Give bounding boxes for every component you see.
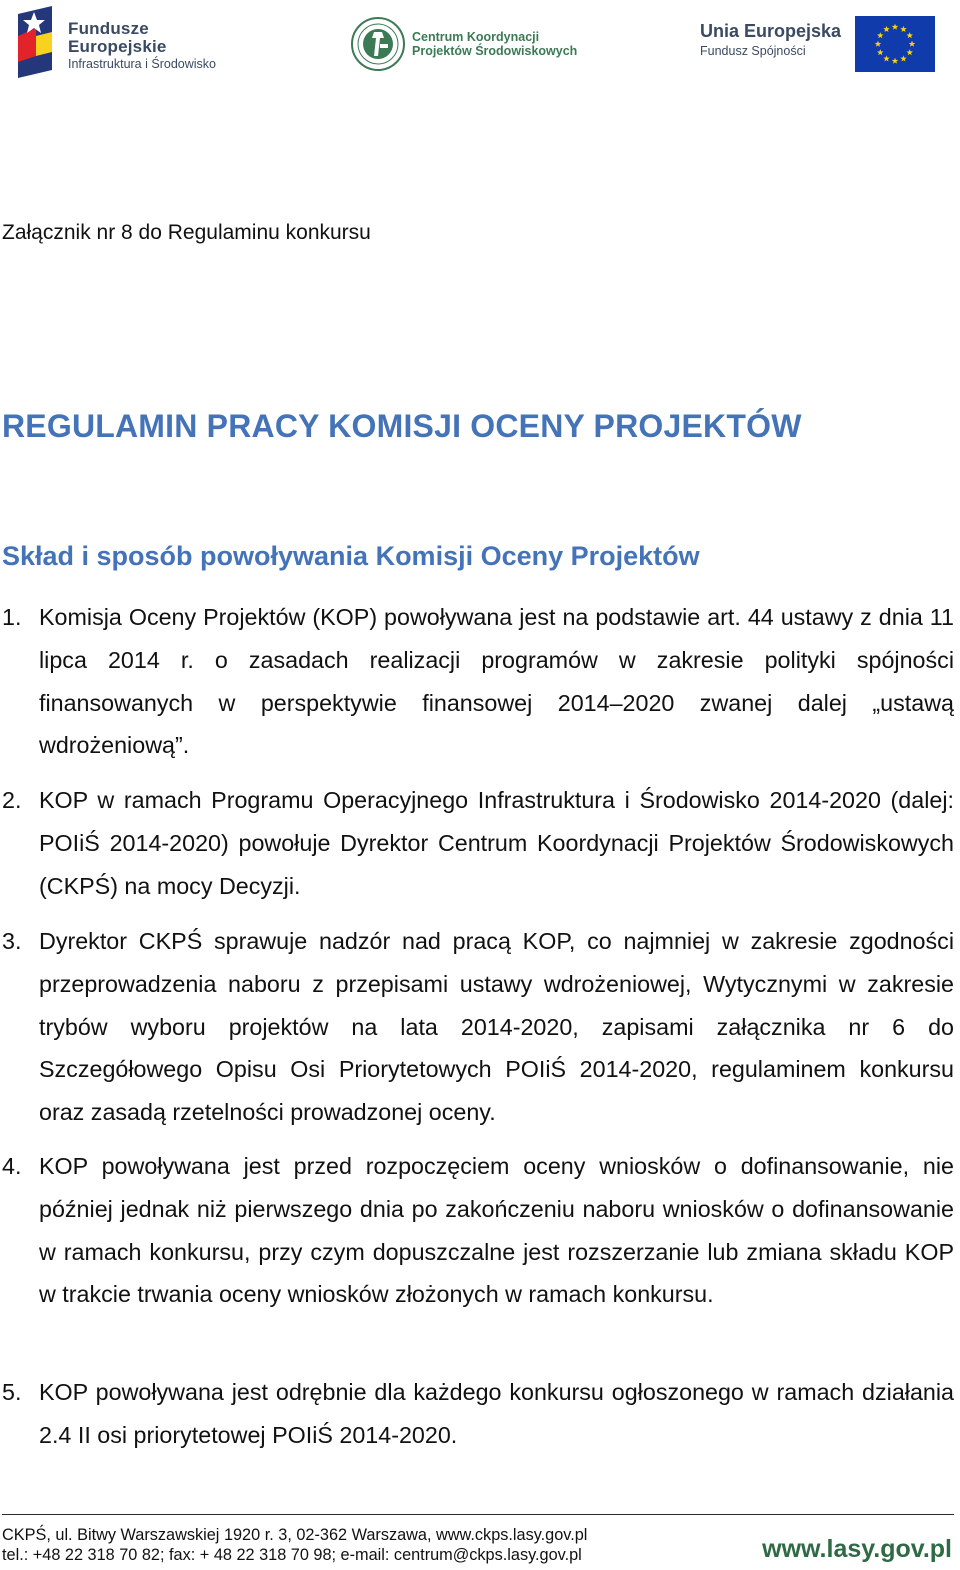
ue-logo-line2: Fundusz Spójności <box>700 43 806 58</box>
ckps-logo <box>350 16 590 72</box>
list-item <box>0 1371 954 1457</box>
footer-address: CKPŚ, ul. Bitwy Warszawskiej 1920 r. 3, 02-362 Warszawa, www.ckps.lasy.gov.pl <box>2 1526 588 1544</box>
footer-divider <box>2 1514 954 1515</box>
document-title: REGULAMIN PRACY KOMISJI OCENY PROJEKTÓW <box>2 408 802 444</box>
list-item-number: 3. <box>2 928 22 954</box>
annex-label: Załącznik nr 8 do Regulaminu konkursu <box>2 221 371 244</box>
list-item-text: KOP powoływana jest odrębnie dla każdego konkursu ogłoszonego w ramach działania 2.4 II osi priorytetowej POIiŚ 2014-2020. <box>39 1379 954 1448</box>
ue-logo-line1: Unia Europejska <box>700 21 842 41</box>
list-item-number: 1. <box>2 604 22 630</box>
lasy-panstwowe-ckps-logo-icon <box>350 16 406 72</box>
fundusze-europejskie-logo-icon <box>14 6 66 78</box>
fundusze-europejskie-logo <box>14 6 224 78</box>
list-item <box>0 920 954 1134</box>
ckps-logo-line1: Centrum Koordynacji <box>412 30 540 44</box>
list-item <box>0 1145 954 1316</box>
header-logo-bar <box>0 0 960 90</box>
list-item-number: 4. <box>2 1153 22 1179</box>
list-item-text: Dyrektor CKPŚ sprawuje nadzór nad pracą KOP, co najmniej w zakresie zgodności przeprowadzenia naboru z przepisami ustawy wdrożeniowej, Wytycznymi w zakresie trybów wyboru projektów na lata 2014-2020, zapisami załącznika nr 6 do Szczegółowego Opisu Osi Priorytetowych POIiŚ 2014-2020, regulaminem konkursu oraz zasadą rzetelności prowadzonej oceny. <box>39 928 954 1126</box>
fundusze-logo-line3: Infrastruktura i Środowisko <box>68 57 216 71</box>
ckps-logo-line2: Projektów Środowiskowych <box>412 44 578 59</box>
footer-contact: tel.: +48 22 318 70 82; fax: + 48 22 318 70 98; e-mail: centrum@ckps.lasy.gov.pl <box>2 1546 582 1564</box>
section-title: Skład i sposób powoływania Komisji Oceny Projektów <box>2 541 700 571</box>
footer-website-link[interactable]: www.lasy.gov.pl <box>762 1535 952 1563</box>
fundusze-logo-line2: Europejskie <box>68 37 167 56</box>
list-item <box>0 596 954 767</box>
fundusze-logo-line1: Fundusze <box>68 19 149 38</box>
eu-flag-icon <box>855 16 935 72</box>
unia-europejska-logo <box>700 16 940 74</box>
list-item-text: KOP w ramach Programu Operacyjnego Infrastruktura i Środowisko 2014-2020 (dalej: POIiŚ 2014-2020) powołuje Dyrektor Centrum Koordynacji Projektów Środowiskowych (CKPŚ) na mocy Decyzji. <box>39 787 954 899</box>
list-item-number: 5. <box>2 1379 22 1405</box>
list-item <box>0 779 954 907</box>
list-item-text: KOP powoływana jest przed rozpoczęciem oceny wniosków o dofinansowanie, nie później jednak niż pierwszego dnia po zakończeniu naboru wniosków o dofinansowanie w ramach konkursu, przy czym dopuszczalne jest rozszerzanie lub zmiana składu KOP w trakcie trwania oceny wniosków złożonych w ramach konkursu. <box>39 1153 954 1308</box>
list-item-number: 2. <box>2 787 22 813</box>
list-item-text: Komisja Oceny Projektów (KOP) powoływana jest na podstawie art. 44 ustawy z dnia 11 lipca 2014 r. o zasadach realizacji programów w zakresie polityki spójności finansowanych w perspektywie finansowej 2014–2020 zwanej dalej „ustawą wdrożeniową”. <box>39 604 954 759</box>
